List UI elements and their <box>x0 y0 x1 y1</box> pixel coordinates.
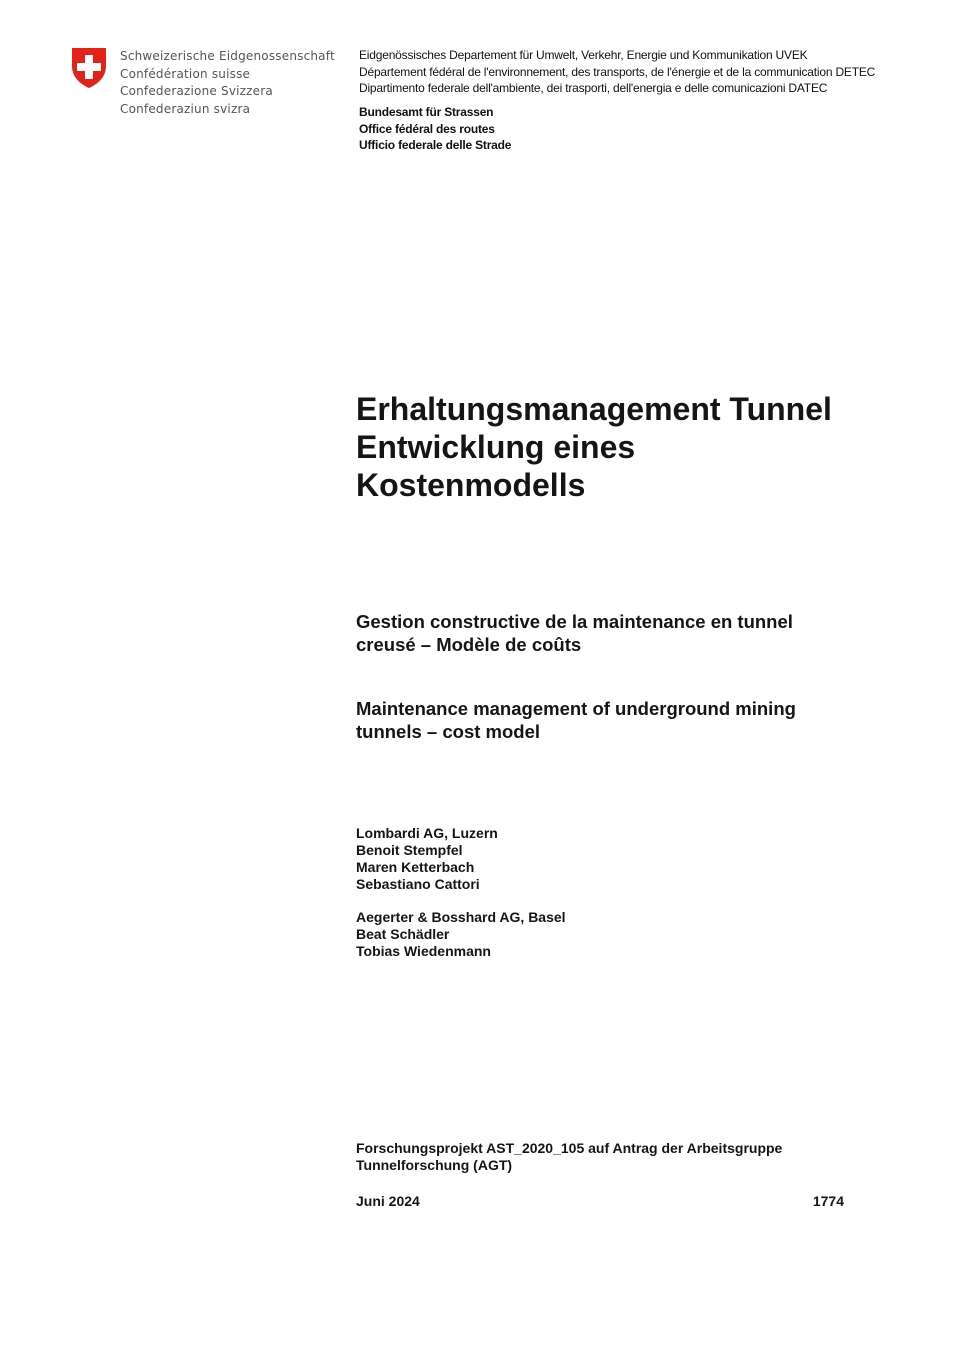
confederation-name-fr: Confédération suisse <box>120 66 251 81</box>
subtitle-line: Gestion constructive de la maintenance en tunnel <box>356 611 793 632</box>
author-name: Maren Ketterbach <box>356 859 475 875</box>
department-line-fr: Département fédéral de l'environnement, des transports, de l'énergie et de la communication DETEC <box>359 64 876 79</box>
author-name: Tobias Wiedenmann <box>356 943 491 959</box>
author-name: Beat Schädler <box>356 926 450 942</box>
author-group-lombardi <box>356 825 498 893</box>
department-header <box>359 47 875 97</box>
confederation-name-it: Confederazione Svizzera <box>120 84 273 98</box>
project-line: Forschungsprojekt AST_2020_105 auf Antrag der Arbeitsgruppe <box>356 1140 783 1156</box>
author-group-aegerter-bosshard <box>356 909 566 960</box>
department-line-de: Eidgenössisches Departement für Umwelt, Verkehr, Energie und Kommunikation UVEK <box>359 48 808 62</box>
office-header <box>359 104 511 154</box>
subtitle-english <box>356 697 796 743</box>
project-line: Tunnelforschung (AGT) <box>356 1157 513 1173</box>
subtitle-french <box>356 610 793 656</box>
swiss-federal-logo <box>70 46 108 95</box>
author-name: Benoit Stempfel <box>356 842 463 858</box>
confederation-names <box>120 48 335 118</box>
author-company: Lombardi AG, Luzern <box>356 825 498 841</box>
swiss-shield-icon <box>70 46 108 90</box>
office-line-it: Ufficio federale delle Strade <box>359 138 512 152</box>
author-company: Aegerter & Bosshard AG, Basel <box>356 909 566 925</box>
title-line: Erhaltungsmanagement Tunnel <box>356 391 832 427</box>
office-line-de: Bundesamt für Strassen <box>359 105 494 119</box>
publication-date: Juni 2024 <box>356 1193 420 1209</box>
report-number: 1774 <box>812 1193 844 1209</box>
subtitle-line: tunnels – cost model <box>356 721 541 742</box>
department-line-it: Dipartimento federale dell'ambiente, dei trasporti, dell'energia e delle comunicazioni DATEC <box>359 81 828 95</box>
office-line-fr: Office fédéral des routes <box>359 121 495 136</box>
confederation-name-de: Schweizerische Eidgenossenschaft <box>120 49 335 63</box>
research-project <box>356 1140 782 1174</box>
confederation-name-rm: Confederaziun svizra <box>120 101 251 116</box>
subtitle-line: Maintenance management of underground mining <box>356 698 796 719</box>
title-line: Entwicklung eines <box>356 429 636 465</box>
title-line: Kostenmodells <box>356 467 586 503</box>
author-name: Sebastiano Cattori <box>356 876 480 892</box>
document-title <box>356 390 832 504</box>
subtitle-line: creusé – Modèle de coûts <box>356 634 582 655</box>
